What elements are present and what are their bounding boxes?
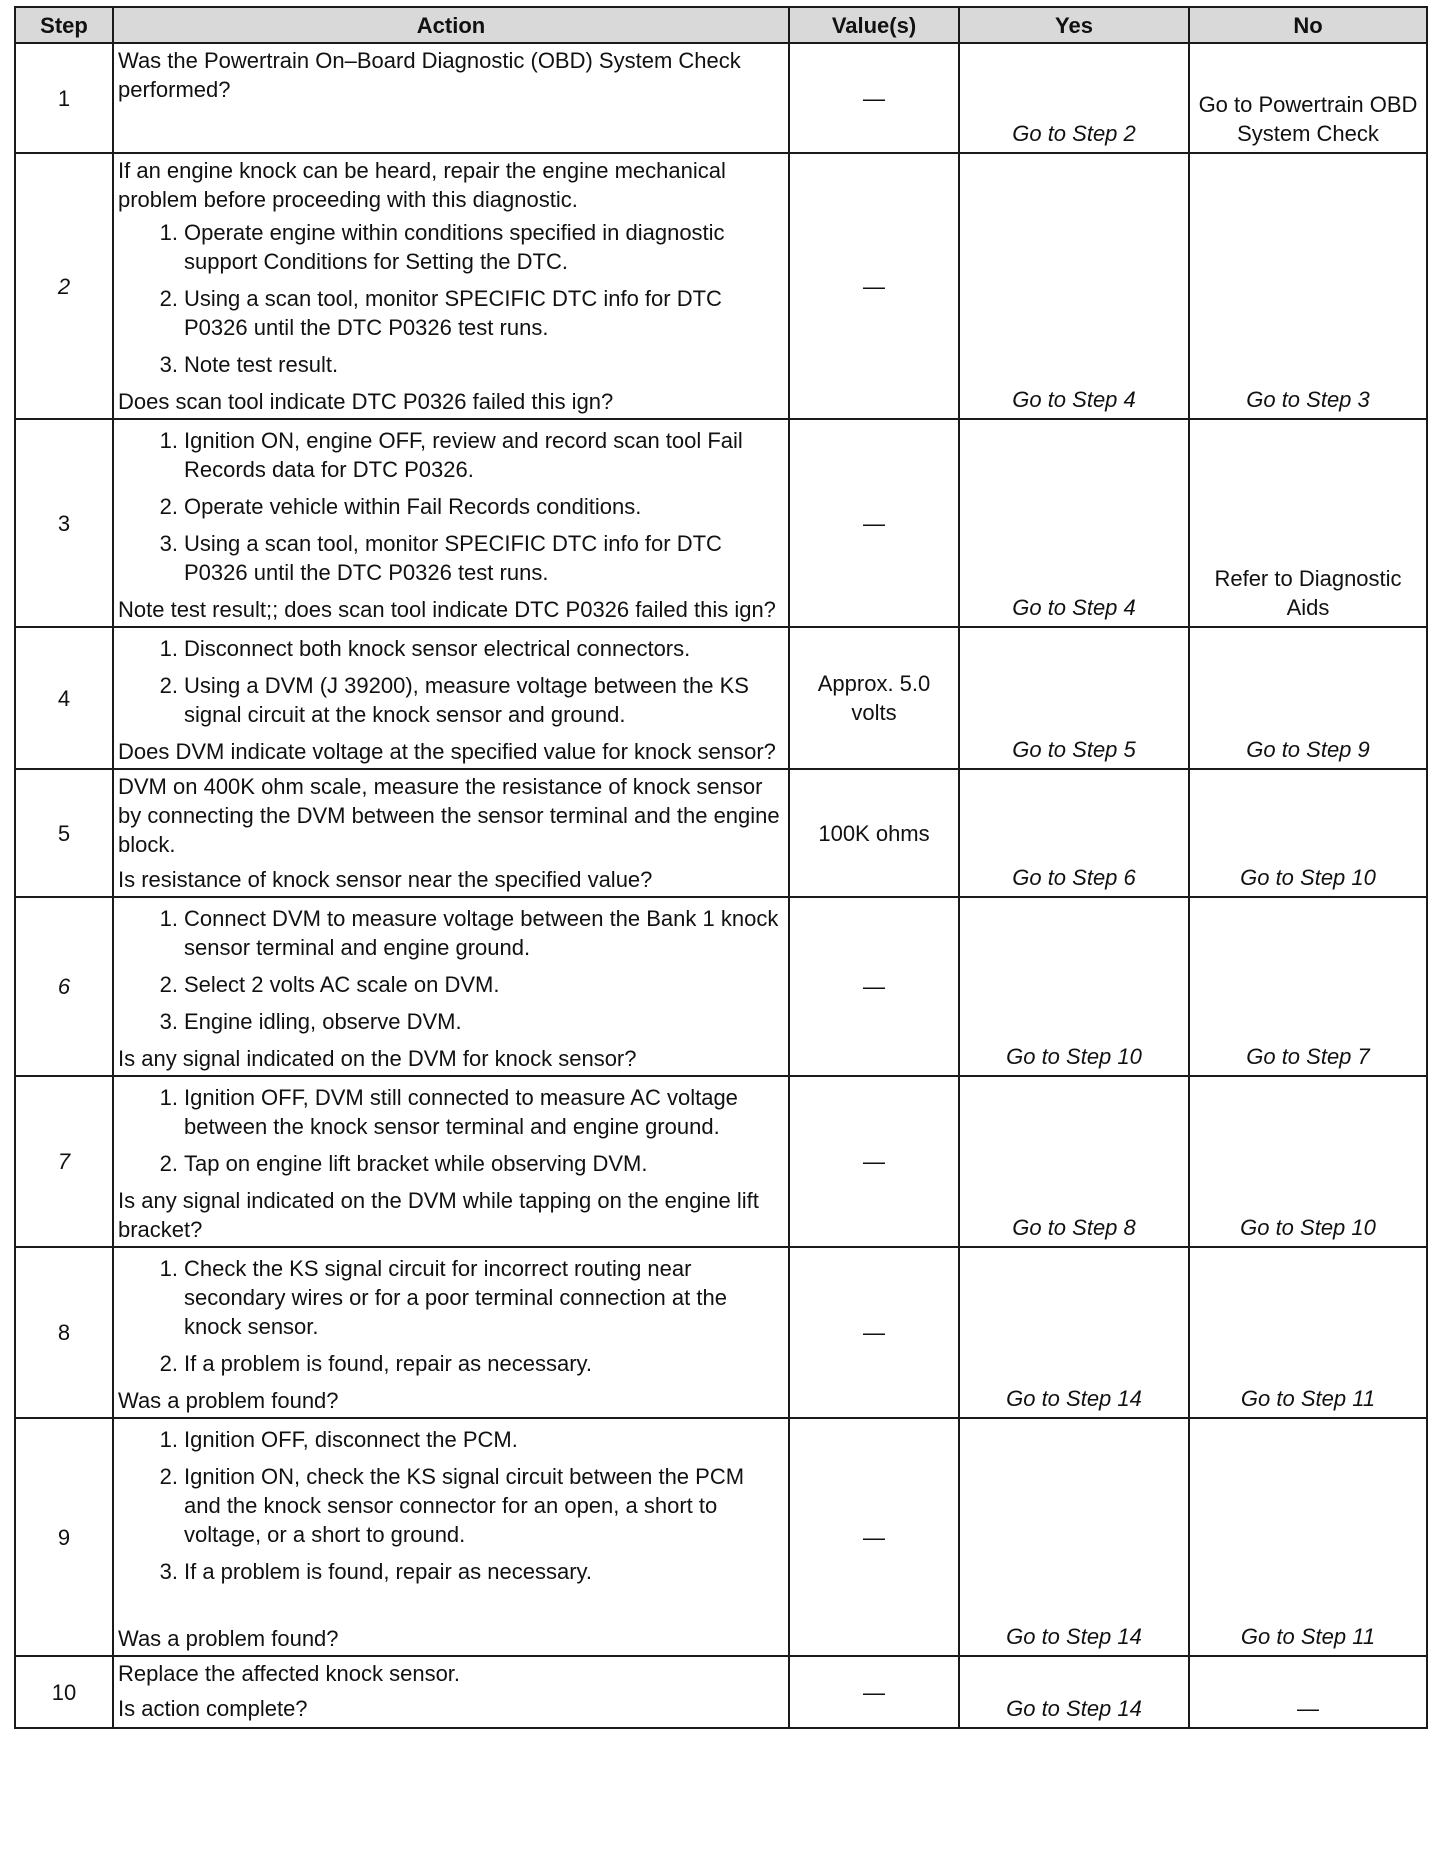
yes-cell: Go to Step 10 — [959, 897, 1189, 1076]
table-row — [15, 153, 1427, 419]
yes-cell: Go to Step 4 — [959, 419, 1189, 627]
spacer — [118, 1594, 784, 1624]
step-number: 6 — [15, 897, 113, 1076]
step-number: 2 — [15, 153, 113, 419]
action-step-number: 2. — [159, 1151, 178, 1176]
action-step-text: Select 2 volts AC scale on DVM. — [184, 972, 500, 997]
header-row — [15, 7, 1427, 43]
action-step-text: Using a scan tool, monitor SPECIFIC DTC info for DTC P0326 until the DTC P0326 test runs. — [184, 531, 722, 585]
action-step-text: Using a DVM (J 39200), measure voltage between the KS signal circuit at the knock sensor and ground. — [184, 673, 749, 727]
header-action: Action — [113, 7, 789, 43]
action-step-item — [118, 350, 784, 379]
yes-cell: Go to Step 5 — [959, 627, 1189, 769]
yes-cell: Go to Step 2 — [959, 43, 1189, 153]
action-step-number: 2. — [159, 286, 178, 311]
action-step-text: Ignition OFF, DVM still connected to measure AC voltage between the knock sensor terminal and engine ground. — [184, 1085, 738, 1139]
yes-cell: Go to Step 6 — [959, 769, 1189, 897]
action-text: If an engine knock can be heard, repair the engine mechanical problem before proceeding with this diagnostic. — [118, 158, 726, 212]
value-cell: Approx. 5.0 volts — [789, 627, 959, 769]
action-step-item — [118, 634, 784, 663]
value-cell: — — [789, 897, 959, 1076]
action-step-text: Operate engine within conditions specified in diagnostic support Conditions for Setting the DTC. — [184, 220, 725, 274]
yes-cell: Go to Step 4 — [959, 153, 1189, 419]
action-text: Replace the affected knock sensor. — [118, 1661, 461, 1686]
no-cell: Go to Step 10 — [1189, 769, 1427, 897]
table-row — [15, 419, 1427, 627]
action-question: Does DVM indicate voltage at the specified value for knock sensor? — [118, 739, 776, 764]
action-step-number: 1. — [159, 428, 178, 453]
action-step-item — [118, 904, 784, 962]
step-number: 5 — [15, 769, 113, 897]
header-values: Value(s) — [789, 7, 959, 43]
action-step-text: Connect DVM to measure voltage between the Bank 1 knock sensor terminal and engine ground. — [184, 906, 779, 960]
action-step-number: 1. — [159, 636, 178, 661]
action-step-number: 1. — [159, 1085, 178, 1110]
step-number: 3 — [15, 419, 113, 627]
action-step-text: If a problem is found, repair as necessary. — [184, 1559, 593, 1584]
action-step-item — [118, 1007, 784, 1036]
action-question: Was a problem found? — [118, 1626, 339, 1651]
table-row — [15, 1656, 1427, 1728]
value-cell: — — [789, 1418, 959, 1656]
action-step-text: Ignition OFF, disconnect the PCM. — [184, 1427, 518, 1452]
table-row — [15, 769, 1427, 897]
action-cell — [113, 1076, 789, 1247]
action-step-item — [118, 1149, 784, 1178]
value-cell: 100K ohms — [789, 769, 959, 897]
action-step-item — [118, 1557, 784, 1586]
table-row — [15, 627, 1427, 769]
no-cell: Go to Step 3 — [1189, 153, 1427, 419]
step-number: 8 — [15, 1247, 113, 1418]
table-row — [15, 1076, 1427, 1247]
header-no: No — [1189, 7, 1427, 43]
action-question: Is any signal indicated on the DVM for knock sensor? — [118, 1046, 637, 1071]
action-steps-list — [118, 1425, 784, 1586]
action-step-item — [118, 284, 784, 342]
action-cell — [113, 769, 789, 897]
action-cell — [113, 1656, 789, 1728]
action-step-item — [118, 970, 784, 999]
action-step-number: 1. — [159, 1427, 178, 1452]
table-row — [15, 43, 1427, 153]
action-cell — [113, 153, 789, 419]
action-step-item — [118, 426, 784, 484]
action-step-text: Disconnect both knock sensor electrical connectors. — [184, 636, 691, 661]
header-yes: Yes — [959, 7, 1189, 43]
action-step-text: Operate vehicle within Fail Records conditions. — [184, 494, 642, 519]
value-cell: — — [789, 43, 959, 153]
action-step-number: 1. — [159, 220, 178, 245]
action-step-text: Engine idling, observe DVM. — [184, 1009, 462, 1034]
action-step-item — [118, 529, 784, 587]
value-cell: — — [789, 1247, 959, 1418]
header-step: Step — [15, 7, 113, 43]
value-cell: — — [789, 1656, 959, 1728]
table-row — [15, 1247, 1427, 1418]
step-number: 10 — [15, 1656, 113, 1728]
action-steps-list — [118, 1254, 784, 1378]
action-step-item — [118, 218, 784, 276]
action-cell — [113, 419, 789, 627]
no-cell: Go to Step 7 — [1189, 897, 1427, 1076]
value-cell: — — [789, 1076, 959, 1247]
action-step-text: If a problem is found, repair as necessary. — [184, 1351, 593, 1376]
action-step-number: 2. — [159, 494, 178, 519]
action-step-number: 2. — [159, 673, 178, 698]
action-step-text: Ignition ON, check the KS signal circuit between the PCM and the knock sensor connector for an open, a short to voltage, or a short to ground. — [184, 1464, 745, 1547]
action-step-item — [118, 1462, 784, 1549]
value-cell: — — [789, 419, 959, 627]
yes-cell: Go to Step 14 — [959, 1656, 1189, 1728]
action-step-number: 3. — [159, 1009, 178, 1034]
yes-cell: Go to Step 14 — [959, 1247, 1189, 1418]
action-cell — [113, 897, 789, 1076]
action-step-item — [118, 1425, 784, 1454]
action-step-text: Note test result. — [184, 352, 339, 377]
action-cell — [113, 627, 789, 769]
action-step-number: 2. — [159, 1351, 178, 1376]
action-question: Is action complete? — [118, 1696, 308, 1721]
yes-cell: Go to Step 14 — [959, 1418, 1189, 1656]
action-step-text: Using a scan tool, monitor SPECIFIC DTC info for DTC P0326 until the DTC P0326 test runs. — [184, 286, 722, 340]
action-step-item — [118, 671, 784, 729]
action-step-number: 2. — [159, 1464, 178, 1489]
diagnostic-table — [14, 6, 1428, 1729]
step-number: 9 — [15, 1418, 113, 1656]
action-cell — [113, 43, 789, 153]
action-step-item — [118, 1349, 784, 1378]
action-step-item — [118, 1254, 784, 1341]
action-question: Was a problem found? — [118, 1388, 339, 1413]
action-steps-list — [118, 904, 784, 1036]
action-steps-list — [118, 634, 784, 729]
action-step-number: 3. — [159, 1559, 178, 1584]
no-cell: — — [1189, 1656, 1427, 1728]
action-step-number: 1. — [159, 1256, 178, 1281]
action-question: Does scan tool indicate DTC P0326 failed this ign? — [118, 389, 614, 414]
action-cell — [113, 1418, 789, 1656]
action-cell — [113, 1247, 789, 1418]
no-cell: Refer to Diagnostic Aids — [1189, 419, 1427, 627]
step-number: 1 — [15, 43, 113, 153]
no-cell: Go to Powertrain OBD System Check — [1189, 43, 1427, 153]
action-step-text: Tap on engine lift bracket while observing DVM. — [184, 1151, 648, 1176]
action-step-number: 2. — [159, 972, 178, 997]
value-cell: — — [789, 153, 959, 419]
action-step-number: 3. — [159, 352, 178, 377]
action-steps-list — [118, 218, 784, 379]
action-question: Note test result;; does scan tool indicate DTC P0326 failed this ign? — [118, 597, 776, 622]
step-number: 7 — [15, 1076, 113, 1247]
action-steps-list — [118, 426, 784, 587]
action-step-number: 3. — [159, 531, 178, 556]
no-cell: Go to Step 10 — [1189, 1076, 1427, 1247]
action-text: DVM on 400K ohm scale, measure the resistance of knock sensor by connecting the DVM between the sensor terminal and the engine block. — [118, 774, 780, 857]
action-question: Is any signal indicated on the DVM while tapping on the engine lift bracket? — [118, 1188, 759, 1242]
action-text: Was the Powertrain On–Board Diagnostic (OBD) System Check performed? — [118, 48, 741, 102]
table-row — [15, 897, 1427, 1076]
action-step-item — [118, 492, 784, 521]
no-cell: Go to Step 9 — [1189, 627, 1427, 769]
action-question: Is resistance of knock sensor near the specified value? — [118, 867, 653, 892]
yes-cell: Go to Step 8 — [959, 1076, 1189, 1247]
action-step-text: Check the KS signal circuit for incorrect routing near secondary wires or for a poor terminal connection at the knock sensor. — [184, 1256, 727, 1339]
no-cell: Go to Step 11 — [1189, 1418, 1427, 1656]
table-row — [15, 1418, 1427, 1656]
no-cell: Go to Step 11 — [1189, 1247, 1427, 1418]
step-number: 4 — [15, 627, 113, 769]
action-step-text: Ignition ON, engine OFF, review and record scan tool Fail Records data for DTC P0326. — [184, 428, 743, 482]
action-steps-list — [118, 1083, 784, 1178]
action-step-item — [118, 1083, 784, 1141]
action-step-number: 1. — [159, 906, 178, 931]
